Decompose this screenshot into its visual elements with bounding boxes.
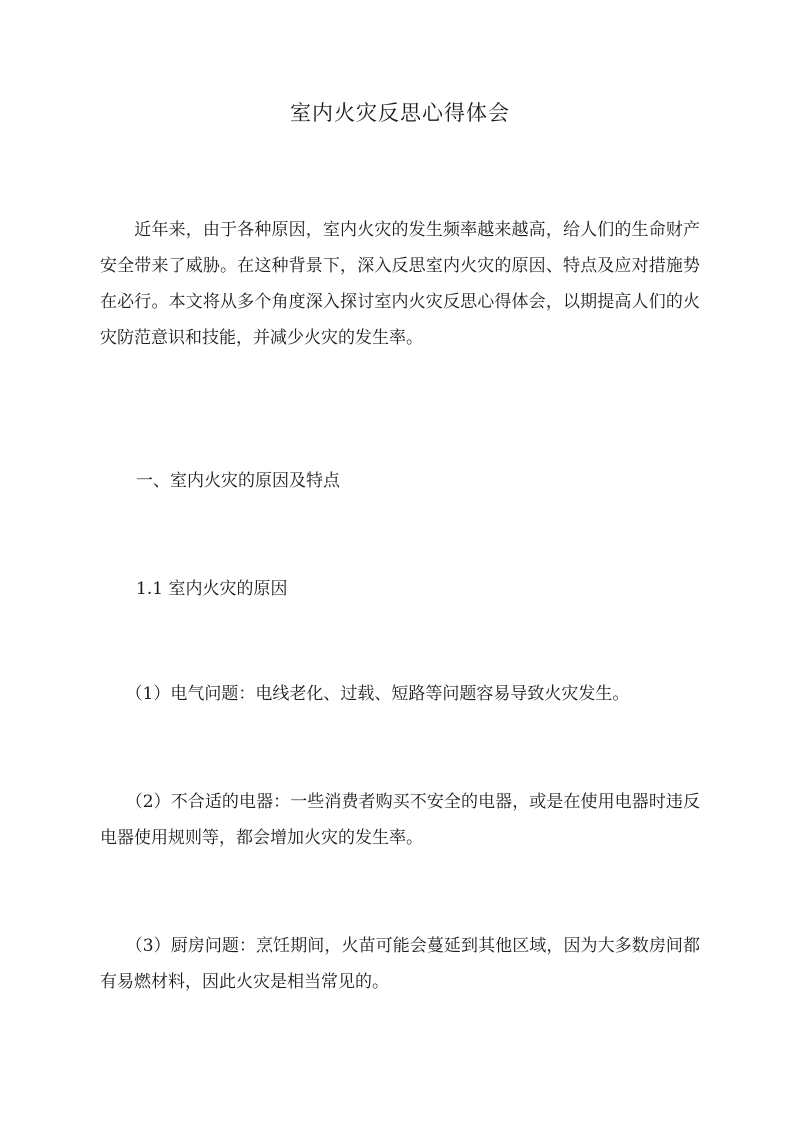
cause-paragraph-2: （2）不合适的电器：一些消费者购买不安全的电器，或是在使用电器时违反电器使用规则等，都会增加火灾的发生率。 xyxy=(100,792,700,848)
section-heading-1: 一、室内火灾的原因及特点 xyxy=(136,471,340,491)
intro-paragraph: 近年来，由于各种原因，室内火灾的发生频率越来越高，给人们的生命财产安全带来了威胁。在这种背景下，深入反思室内火灾的原因、特点及应对措施势在必行。本文将从多个角度深入探讨室内火灾反思心得体会，以期提高人们的火灾防范意识和技能，并减少火灾的发生率。 xyxy=(100,220,700,348)
document-title: 室内火灾反思心得体会 xyxy=(290,101,510,125)
cause-paragraph-3: （3）厨房问题：烹饪期间，火苗可能会蔓延到其他区域，因为大多数房间都有易燃材料，因此火灾是相当常见的。 xyxy=(100,936,700,992)
subsection-heading-1-1: 1.1 室内火灾的原因 xyxy=(136,579,288,599)
cause-paragraph-1: （1）电气问题：电线老化、过载、短路等问题容易导致火灾发生。 xyxy=(100,684,630,704)
